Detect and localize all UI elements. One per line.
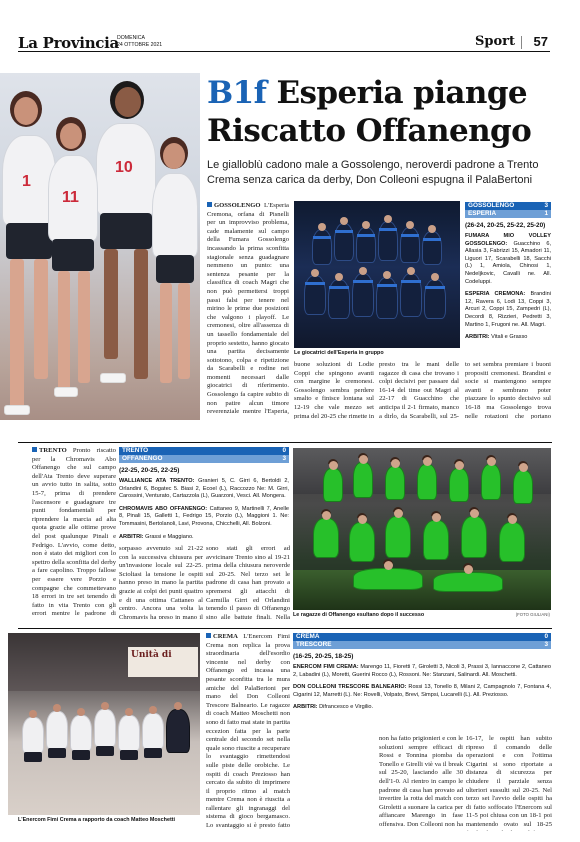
away-lineup xyxy=(293,684,551,699)
story1-column-3: presto tra le mani delle ragazze di casa che trovano i colpi decisivi per passare dal 16-14 del time out Magri al 22-17 di Guacchino che anticipa il 2-1 firmato, manco a dirlo, da Scarabelli, sul 25- xyxy=(379,361,459,419)
issue-full-date: 24 OTTOBRE 2021 xyxy=(117,41,163,48)
away-lineup xyxy=(465,291,551,329)
home-points: 0 xyxy=(282,447,286,454)
away-lineup-title: DON COLLEONI TRESCORE BALNEARIO: xyxy=(293,684,407,691)
scorebox-gossolengo-esperia xyxy=(465,202,551,342)
away-team: TRESCORE xyxy=(296,641,332,648)
referees-label: ARBITRI: xyxy=(119,533,144,540)
home-team: TRENTO xyxy=(122,447,149,454)
score-row-away xyxy=(119,455,289,463)
referees-names: Vitali e Grasso xyxy=(491,334,528,341)
photo3-caption: L'Enercom Fimi Crema a rapporto da coach Matteo Moschetti xyxy=(18,817,176,823)
home-lineup-players: Marengo 11, Fioretti 7, Giroletti 3, Nicoli 3, Prassi 3, Iannaccone 2, Cattaneo 2, Labadini (L), Moretti, Guerini Rocco (L), Rossoni. Ne: Stanzani, Salinardi. All. Moschetti. xyxy=(293,664,552,678)
story1-text-1: L'Esperia Cremona, orfana di Pisnelli per un improvviso problema, cade malamente sul campo della Fumara Gossolengo incassando la prima sconfitta stagionale senza guadagnare nemmeno un punto: una sentenza pesante per la classifica di coach Magri che non può permettersi troppi passi falsi per tenere nel mirino le prime due posizioni che valgono i playoff. Le cremonesi, oltre all'assenza di un tassello fondamentale del proprio sestetto, hanno giocato una partita decisamente sottotono, colpa e ripetizione da Scarabelli e rodine nei momenti necessari dalle giocatrici di riferimento. Gossolengo fa capire subito di non patire alcun timore reverenziale mentre l'Esperia, xyxy=(207,202,289,416)
referees xyxy=(293,704,551,712)
home-team: GOSSOLENGO xyxy=(468,202,515,209)
away-points: 3 xyxy=(282,455,286,462)
issue-date xyxy=(117,35,162,48)
home-points: 0 xyxy=(544,633,548,640)
headline-title-2: Riscatto Offanengo xyxy=(207,113,532,149)
masthead-divider xyxy=(521,36,522,49)
home-lineup xyxy=(293,664,551,679)
home-lineup-title: WALLIANCE ATA TRENTO: xyxy=(119,478,195,484)
referees-names: Grassi e Maggiano. xyxy=(145,533,194,540)
referees xyxy=(465,334,551,342)
scorebox-trento-offanengo xyxy=(119,447,289,541)
story3-text-1: L'Enercom Fimi Crema non replica la prova straordinaria dell'esordio vincente nel derby con Offanengo ed incassa una pesante sconfitta tra le mura amiche del PalaBertoni per mano del Don Colleoni Trescore Balneario. Le ragazze di coach Matteo Moschetti non sono di fatto mai state in partita eccezion fatta per la parte centrale del secondo set nella quale sono riuscite a recuperare lo svantaggio rimettendosi sulle piste delle orobiche. Le ospiti di coach Preziosso han cercato da subito di imprimere il proprio ritmo al match mentre Crema non è riuscita a rallentare gli ingranaggi del sistema di gioco bergamasco. Lo svantaggio si è presto fatto xyxy=(206,633,290,829)
home-lineup-players: Granieri 5, C. Girri 6, Bertoldi 2, Orlandini 6, Bogatec 5. Biasi 2, Ecoel (L), Raccozzo Ne: M. Girri, Carossini, Venturato, Cartazzola (L), Guarzoni, Vesci. All. Mongera. xyxy=(119,478,289,500)
story2-text-1: Pronto riscatto per la Chromavis Abo Offanengo che sul campo dell'Ata Trento deve superare un avvio tutto in salita, sotto 15-7, prima di prendere l'ascensore e guadagnare tre punti fondamentali per riprendere la marcia ad alta quota grazie alle ottime prove del post qualunque Pinali e Fedrigo. L'avvio, come detto, non è stato dei migliori con lo spettro della sconfitta del derby a fare capolino. Troppo fallose per essere vere Porzio e compagne che commettevano 18 errori in tre set tenendo di fatto in vita Trento con gli errori mentre le padrone di xyxy=(32,447,116,618)
referees-label: ARBITRI: xyxy=(293,704,318,711)
masthead xyxy=(18,34,550,52)
score-row-home xyxy=(119,447,289,455)
headline-title-1: Esperia piange xyxy=(266,75,528,111)
paragraph-marker-icon xyxy=(206,633,211,638)
away-lineup-players: Brandini 12, Ravera 6, Lodi 13, Coppi 3, Arcuri 2, Coppi 15, Zampedri (L), Decordi 8, Rizzieri, Pedretti 3, Martino 1, Frugoni ne. All. Magri. xyxy=(465,291,551,328)
story3-column-3: 16-17, le ospiti han subito ripreso il comando delle operazioni e con l'ottima Cigarini si sono riportate a distanza di sicurezza per chiudere il parziale senza ulteriori sussulti sul 20-25. Nel terzo set l'avvio delle ospiti ha di fatto soffocato l'Enercom sul 11-5 poi chiusa con un 18-1 poi mantenendo ovato sul 18-25 xyxy=(466,735,552,828)
score-row-away xyxy=(465,210,551,218)
home-points: 3 xyxy=(544,202,548,209)
hero-photo-volley-players: 1 10 11 xyxy=(0,73,200,420)
away-points: 3 xyxy=(544,641,548,648)
set-partials: (16-25, 20-25, 18-25) xyxy=(293,653,354,660)
set-partials: (26-24, 20-25, 25-22, 25-20) xyxy=(465,222,546,229)
referees xyxy=(119,534,289,542)
away-points: 1 xyxy=(544,210,548,217)
score-row-home xyxy=(293,633,551,641)
away-lineup xyxy=(119,506,289,529)
section-label: Sport xyxy=(474,34,515,49)
story2-column-3: sono stati gli errori ad avvicinare Trento sino al 19-21 prima della chiusura neroverde sul 20-25. Nel terzo set le padrone di casa han provato a spremersi gli attacchi di Carmilla Girri ed Orlandini tenendo il passo di Offanengo sino alle battute finali. Nella xyxy=(206,545,290,619)
headline-line-1 xyxy=(207,74,552,112)
set-partials: (22-25, 20-25, 22-25) xyxy=(119,467,180,474)
photo-esperia-team xyxy=(294,201,460,348)
story2-column-1 xyxy=(32,447,116,619)
referees-label: ARBITRI: xyxy=(465,334,490,341)
photo1-caption: Le giocatrici dell'Esperia in gruppo xyxy=(294,350,384,356)
photo2-caption: Le ragazze di Offanengo esultano dopo il successo xyxy=(293,612,425,618)
story3-column-2: non ha fatto prigionieri e con le soluzioni sempre efficaci di Rossi e Tonnina piomba da Tonello e Girelli viè va il break sul 25-20, lasciando alle 30 dell'1-0. Al rientro in campo le padrone di casa han provato ad invertire la rotta del match con Giroletti a suonare la carica per affiancare Marengo in fase offensiva. Don Colleoni non ha xyxy=(379,735,463,828)
away-team: OFFANENGO xyxy=(122,455,163,462)
paragraph-marker-icon xyxy=(32,447,37,452)
home-lineup xyxy=(465,233,551,286)
article-headline xyxy=(207,74,552,150)
story3-dateline: CREMA xyxy=(213,633,238,640)
away-lineup-players: Cattaneo 9, Martinelli 7, Anelle 8, Pinali 15, Galletti 1, Fedrigo 15, Porzio (L), Maggioni 1. Ne: Tommasini, Bertolanoli, Lavi, Provona, Chicchelli, All. Bolzoni. xyxy=(119,505,289,527)
home-lineup-players: Guacchino 6, Allasia 3, Fabrizzi 15, Amadori 11, Liguori 17, Scarabelli 18, Sacchi (L) 1, Amiola, Chinosi 1, Nedeljkovic, Cavalli ne. All. Codeluppi. xyxy=(465,240,551,285)
away-team: ESPERIA xyxy=(468,210,497,217)
away-lineup-title: ESPERIA CREMONA: xyxy=(465,291,526,298)
story1-dateline: GOSSOLENGO xyxy=(214,202,261,209)
story1-column-2: buone soluzioni di Lodie Coppi che spingono avanti con margine le cremonesi. Gossolengo sembra perdere smalto e finisce lontana sul 12-19 che vale mezzo set prima del 20-25 che rimette in xyxy=(294,361,374,419)
newspaper-logo: La Provincia xyxy=(18,34,119,52)
score-row-away xyxy=(293,641,551,649)
section-divider xyxy=(18,628,552,629)
score-row-home xyxy=(465,202,551,210)
story2-dateline: TRENTO xyxy=(39,447,67,454)
article-subheadline: Le gialloblù cadono male a Gossolengo, neroverdi padrone a Trento Crema senza carica da derby, Don Colleoni espugna il PalaBertoni xyxy=(207,159,539,186)
away-lineup-players: Rossi 13, Tonello 8, Milani 2, Campagnolo 7, Fontana 4, Cigarini 12, Marretti (L). Ne: Rovelli, Volpato, Brevi, Simpsi, Lucarelli (L). All. Preziosso. xyxy=(293,684,552,698)
photo-crema-timeout xyxy=(8,633,200,815)
away-lineup-title: CHROMAVIS ABO OFFANENGO: xyxy=(119,505,208,512)
photo3-banner: Unità di xyxy=(128,647,198,677)
league-tag: B1f xyxy=(207,75,267,111)
home-lineup-title: FUMARA MIO VOLLEY GOSSOLENGO: xyxy=(465,233,551,247)
issue-day: DOMENICA xyxy=(117,35,145,41)
page-number: 57 xyxy=(533,34,548,49)
referees-names: Difrancesco e Virgilio. xyxy=(319,704,374,711)
scorebox-crema-trescore xyxy=(293,633,551,712)
home-lineup-title: ENERCOM FIMI CREMA: xyxy=(293,664,359,670)
paragraph-marker-icon xyxy=(207,202,212,207)
story1-column-1 xyxy=(207,202,289,416)
home-lineup xyxy=(119,478,289,501)
photo-offanengo-celebration xyxy=(293,448,551,610)
photo2-credit: (FOTO GIULIANI) xyxy=(515,612,550,617)
story2-column-2: sorpasso avvenuto sul 21-22 con la successiva chiusura per un'invasione locale sul 22-25. Scioltasi la tensione le ospiti hanno preso in mano la partita grazie ai colpi dei punti quattro e di una ottima Cattaneo al centro. Ancora una volta la Chromavis ha preso in mano il xyxy=(119,545,203,619)
section-divider xyxy=(18,442,552,443)
story3-column-1 xyxy=(206,633,290,829)
home-team: CREMA xyxy=(296,633,320,640)
story1-column-4: to set sembra premiare i buoni propositi cremonesi. Brandini e socie si mantengono sempre avanti e sembrano poter piazzare lo spunto decisivo sul 16-18 ma Gossolengo trova nelle rotazioni che portano xyxy=(465,361,551,419)
